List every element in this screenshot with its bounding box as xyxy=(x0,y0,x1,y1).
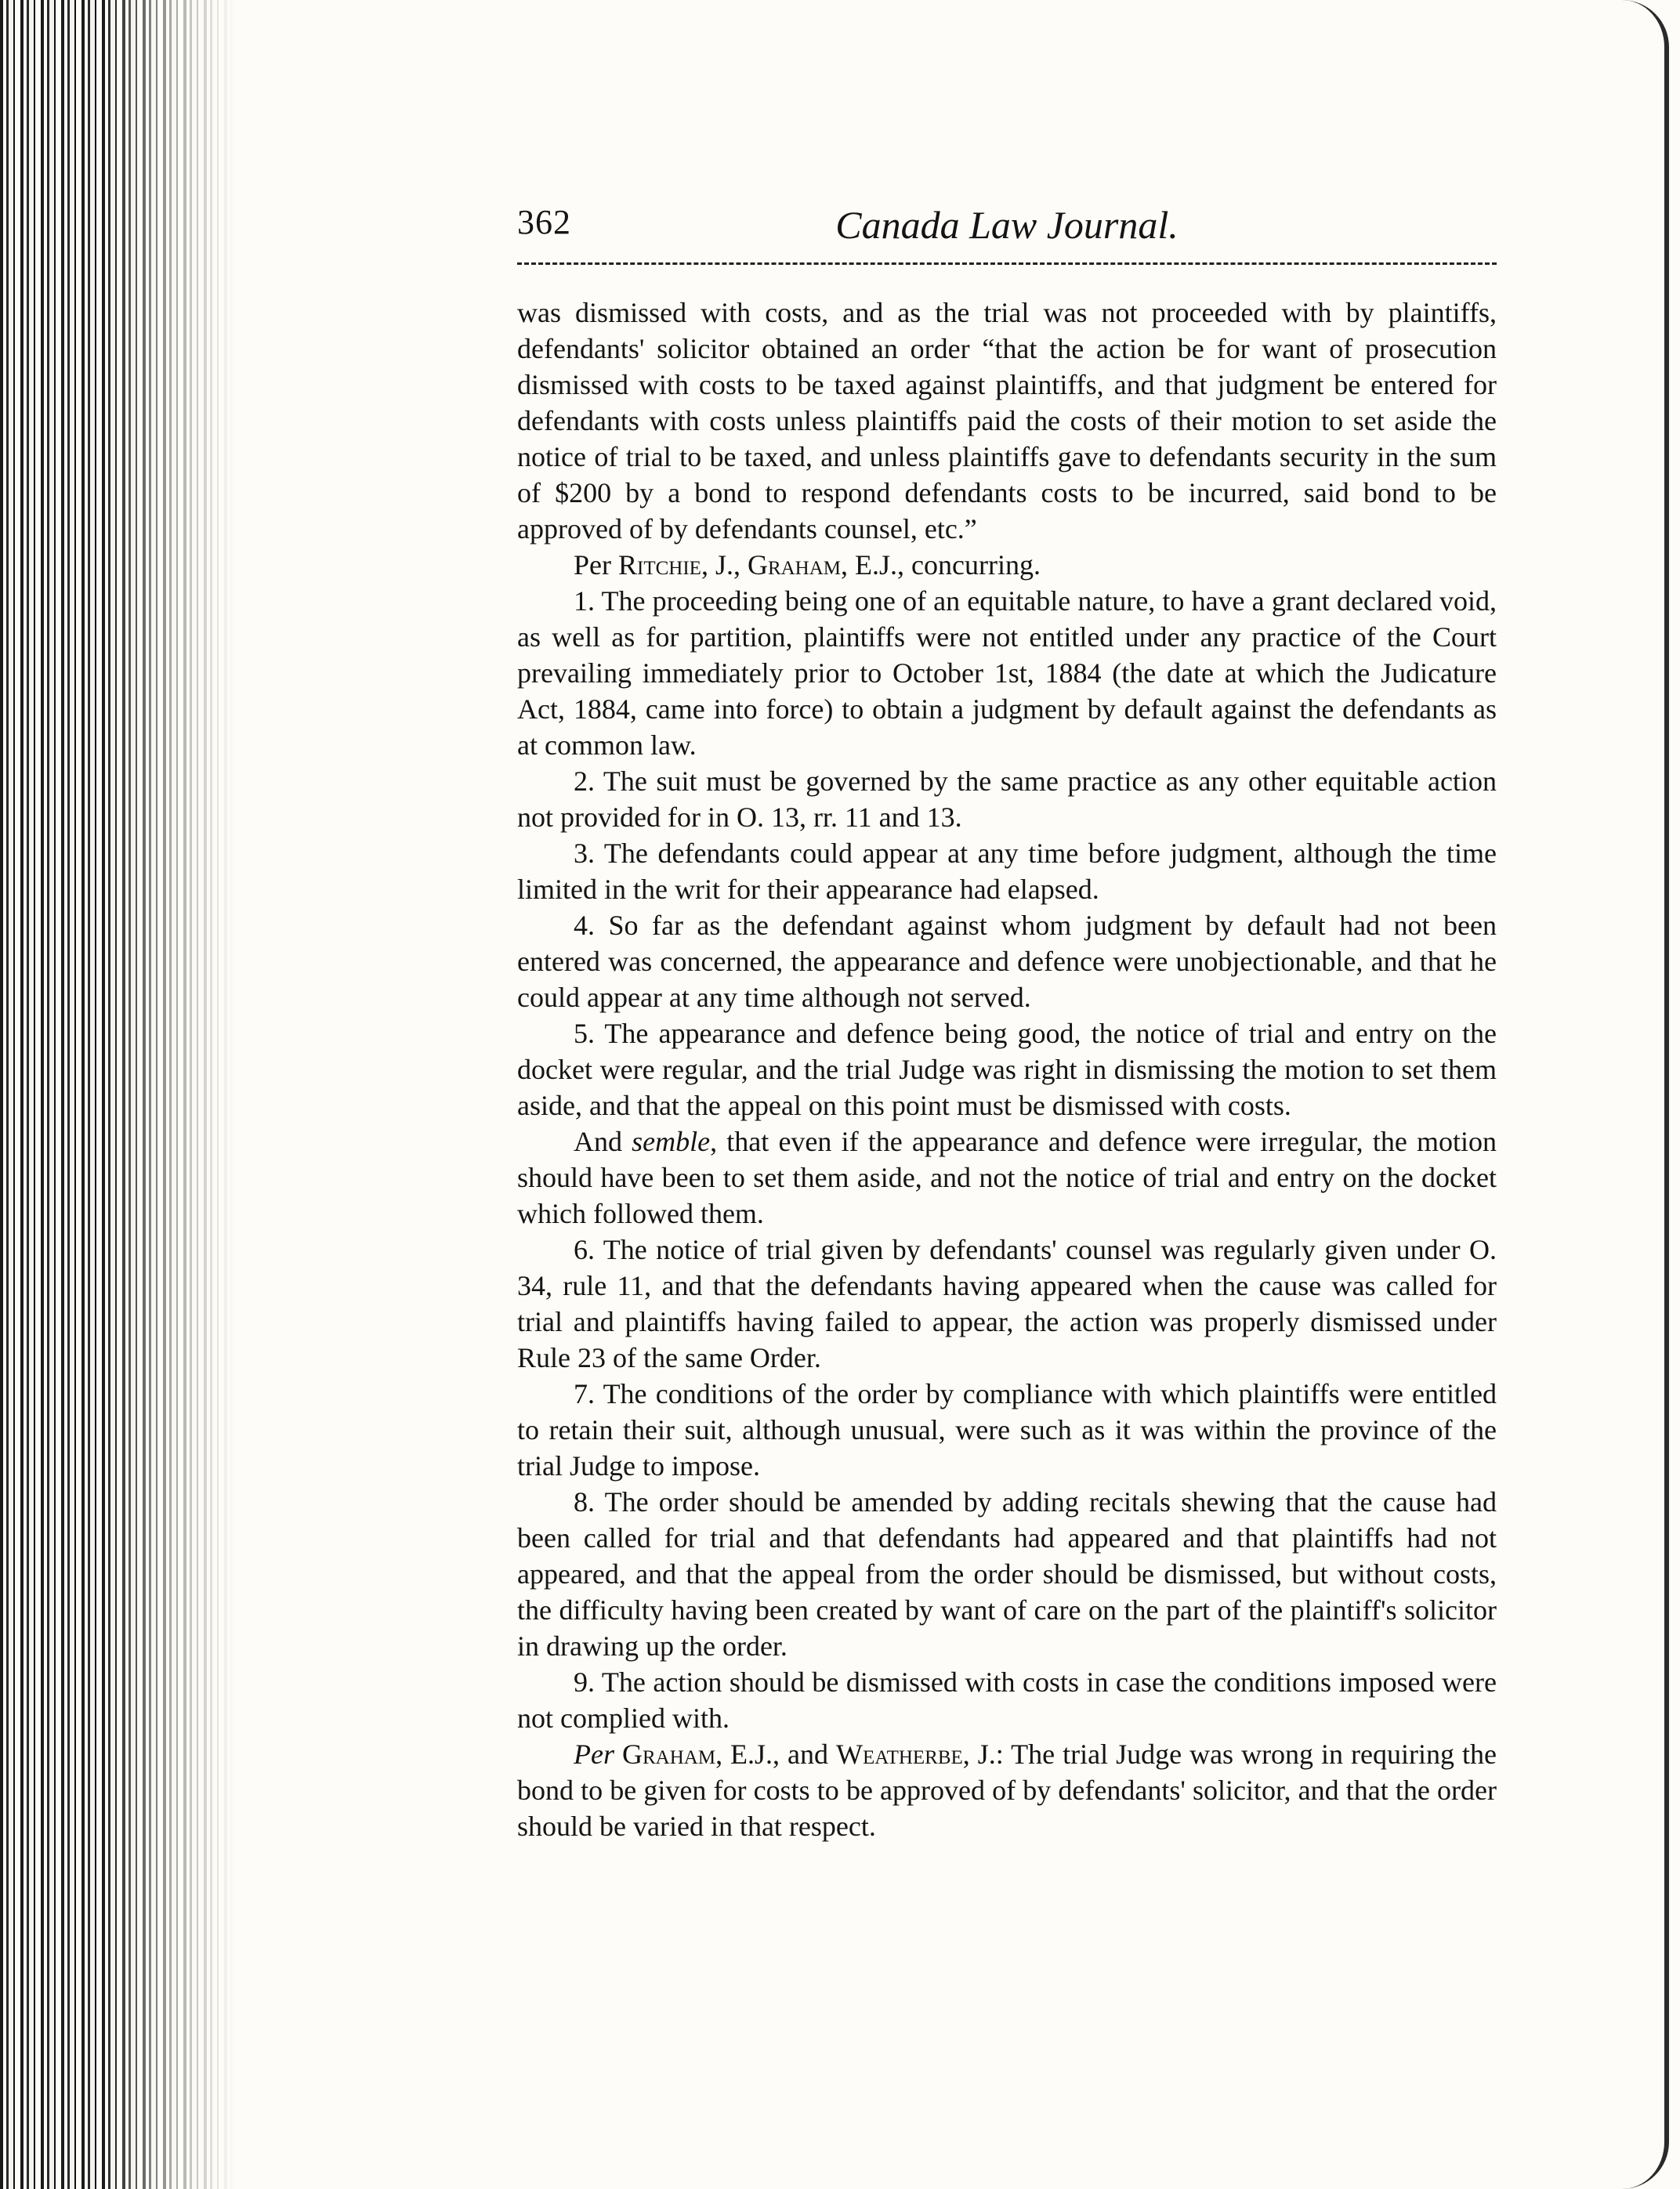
text-run: , J.: The trial Judge was wrong in requiring the bond to be given for costs to be approved of by defendants' solicitor, and that the order should be varied in that respect. xyxy=(517,1739,1497,1842)
paragraph-point-7: 7. The conditions of the order by compliance with which plaintiffs were entitled to retain their suit, although unusual, were such as it was within the province of the trial Judge to impose. xyxy=(517,1378,1497,1482)
judge-name-graham: Graham xyxy=(747,549,842,581)
paragraph-point-8: 8. The order should be amended by adding recitals shewing that the cause had been called for trial and that defendants had appeared and that plaintiffs had not appeared, and that the appeal from the order should be dismissed, but without costs, the difficulty having been created by want of care on the part of the plaintiff's solicitor in drawing up the order. xyxy=(517,1486,1497,1662)
per-term: Per xyxy=(574,1739,614,1770)
paragraph-point-4: 4. So far as the defendant against whom judgment by default had not been entered was concerned, the appearance and defence were unobjectionable, and that he could appear at any time although not served. xyxy=(517,910,1497,1013)
judge-name-weatherbe: Weatherbe xyxy=(836,1739,963,1770)
scan-binding-edge xyxy=(0,0,235,2189)
paragraph-per-graham-weatherbe xyxy=(517,1736,1497,1844)
judge-name-ritchie: Ritchie xyxy=(618,549,701,581)
body-text xyxy=(517,295,1497,1844)
paragraph-continuation: was dismissed with costs, and as the trial was not proceeded with by plaintiffs, defendants' solicitor obtained an order “that the action be for want of prosecution dismissed with costs to be taxed against plaintiffs, and that judgment be entered for defendants with costs unless plaintiffs paid the costs of their motion to set aside the notice of trial to be taxed, and unless plaintiffs gave to defendants security in the sum of $200 by a bond to respond defendants costs to be incurred, said bond to be approved of by defendants counsel, etc.” xyxy=(517,297,1497,545)
text-run: Per xyxy=(574,549,618,581)
text-run: , E.J., concurring. xyxy=(841,549,1041,581)
text-run: , J., xyxy=(701,549,748,581)
paragraph-point-3: 3. The defendants could appear at any time before judgment, although the time limited in the writ for their appearance had elapsed. xyxy=(517,838,1497,905)
paragraph-point-5: 5. The appearance and defence being good, the notice of trial and entry on the docket were regular, and the trial Judge was right in dismissing the motion to set them aside, and that the appeal on this point must be dismissed with costs. xyxy=(517,1018,1497,1121)
paragraph-point-6: 6. The notice of trial given by defendants' counsel was regularly given under O. 34, rule 11, and that the defendants having appeared when the cause was called for trial and plaintiffs having failed to appear, the action was properly dismissed under Rule 23 of the same Order. xyxy=(517,1234,1497,1373)
judge-name-graham: Graham xyxy=(621,1739,716,1770)
semble-term: semble xyxy=(632,1126,711,1157)
paragraph-per-ritchie xyxy=(517,547,1497,583)
paragraph-semble xyxy=(517,1123,1497,1232)
header-rule xyxy=(517,262,1497,265)
paragraph-point-1: 1. The proceeding being one of an equitable nature, to have a grant declared void, as well as for partition, plaintiffs were not entitled under any practice of the Court prevailing immediately prior to October 1st, 1884 (the date at which the Judicature Act, 1884, came into force) to obtain a judgment by default against the defendants as at common law. xyxy=(517,585,1497,761)
paragraph-point-9: 9. The action should be dismissed with costs in case the conditions imposed were not complied with. xyxy=(517,1666,1497,1734)
text-run: And xyxy=(574,1126,632,1157)
journal-title: Canada Law Journal. xyxy=(835,203,1179,247)
page-header xyxy=(517,202,1497,265)
text-run: , that even if the appearance and defence were irregular, the motion should have been to set them aside, and not the notice of trial and entry on the docket which followed them. xyxy=(517,1126,1497,1229)
paragraph-point-2: 2. The suit must be governed by the same practice as any other equitable action not provided for in O. 13, rr. 11 and 13. xyxy=(517,765,1497,833)
text-run: , E.J., and xyxy=(715,1739,837,1770)
page-number: 362 xyxy=(517,203,571,241)
